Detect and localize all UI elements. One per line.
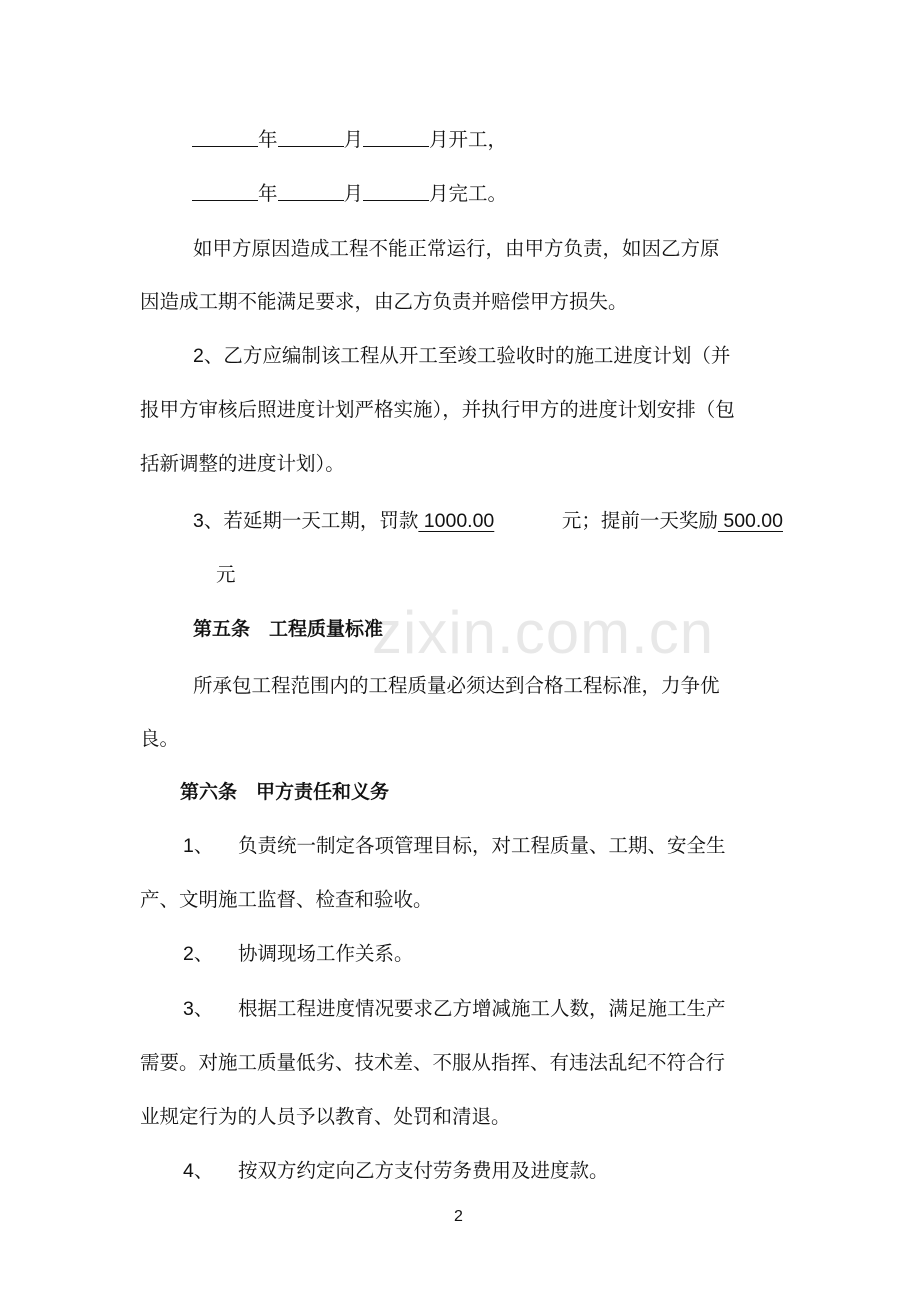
site-watermark: zixin.com.cn xyxy=(372,599,715,666)
section6-item4-line1 xyxy=(183,1157,609,1185)
item3-penalty-part xyxy=(193,507,494,535)
year-label: 年 xyxy=(258,128,278,151)
day-blank xyxy=(363,182,429,201)
start-date-line xyxy=(192,126,507,154)
month-label: 月 xyxy=(343,182,364,205)
item-text: 协调现场工作关系。 xyxy=(238,942,414,965)
item-number: 2、 xyxy=(183,943,214,965)
finish-suffix: 月完工。 xyxy=(429,182,508,205)
section6-item3-line1 xyxy=(183,995,726,1023)
day-blank xyxy=(363,128,429,147)
item2-line3: 括新调整的进度计划）。 xyxy=(140,452,345,475)
item3-number: 3 xyxy=(193,510,204,532)
item3-reward-part xyxy=(562,507,783,535)
item3-unit: 元 xyxy=(216,563,236,586)
month-label: 月 xyxy=(343,128,364,151)
section5-text-line1: 所承包工程范围内的工程质量必须达到合格工程标准，力争优 xyxy=(193,674,720,697)
section6-item3-line2: 需要。对施工质量低劣、技术差、不服从指挥、有违法乱纪不符合行 xyxy=(140,1051,726,1074)
delay-responsibility-line1: 如甲方原因造成工程不能正常运行，由甲方负责，如因乙方原 xyxy=(193,237,720,260)
item-number: 3、 xyxy=(183,998,214,1020)
item-text: 按双方约定向乙方支付劳务费用及进度款。 xyxy=(238,1159,609,1182)
item3-text-a: 、若延期一天工期，罚款 xyxy=(203,509,419,532)
item-text: 负责统一制定各项管理目标，对工程质量、工期、安全生 xyxy=(238,834,726,857)
finish-date-line xyxy=(192,180,507,208)
start-suffix: 月开工， xyxy=(429,128,508,151)
delay-responsibility-line2: 因造成工期不能满足要求，由乙方负责并赔偿甲方损失。 xyxy=(140,290,628,313)
section5-text-line2: 良。 xyxy=(140,727,180,750)
item3-line xyxy=(193,507,783,535)
item2-text: 、乙方应编制该工程从开工至竣工验收时的施工进度计划（并 xyxy=(203,344,731,367)
section5-title: 第五条 工程质量标准 xyxy=(193,618,384,640)
section6-title: 第六条 甲方责任和义务 xyxy=(180,781,390,803)
item2-number: 2 xyxy=(193,345,204,367)
month-blank xyxy=(278,128,344,147)
item-text: 根据工程进度情况要求乙方增减施工人数，满足施工生产 xyxy=(238,997,726,1020)
page-number: 2 xyxy=(454,1208,463,1225)
section6-item2-line1 xyxy=(183,940,414,968)
year-label: 年 xyxy=(258,182,278,205)
section6-item1-line1 xyxy=(183,832,726,860)
item2-line2: 报甲方审核后照进度计划严格实施），并执行甲方的进度计划安排（包 xyxy=(140,398,735,421)
item-number: 1、 xyxy=(183,835,214,857)
item3-text-b: 元；提前一天奖励 xyxy=(561,509,718,532)
reward-amount: 500.00 xyxy=(717,510,783,532)
penalty-amount: 1000.00 xyxy=(418,510,495,532)
item2-line1 xyxy=(193,342,730,370)
section6-item1-line2: 产、文明施工监督、检查和验收。 xyxy=(140,888,433,911)
item-number: 4、 xyxy=(183,1160,214,1182)
section6-item3-line3: 业规定行为的人员予以教育、处罚和清退。 xyxy=(140,1105,511,1128)
year-blank xyxy=(192,128,258,147)
month-blank xyxy=(278,182,344,201)
year-blank xyxy=(192,182,258,201)
